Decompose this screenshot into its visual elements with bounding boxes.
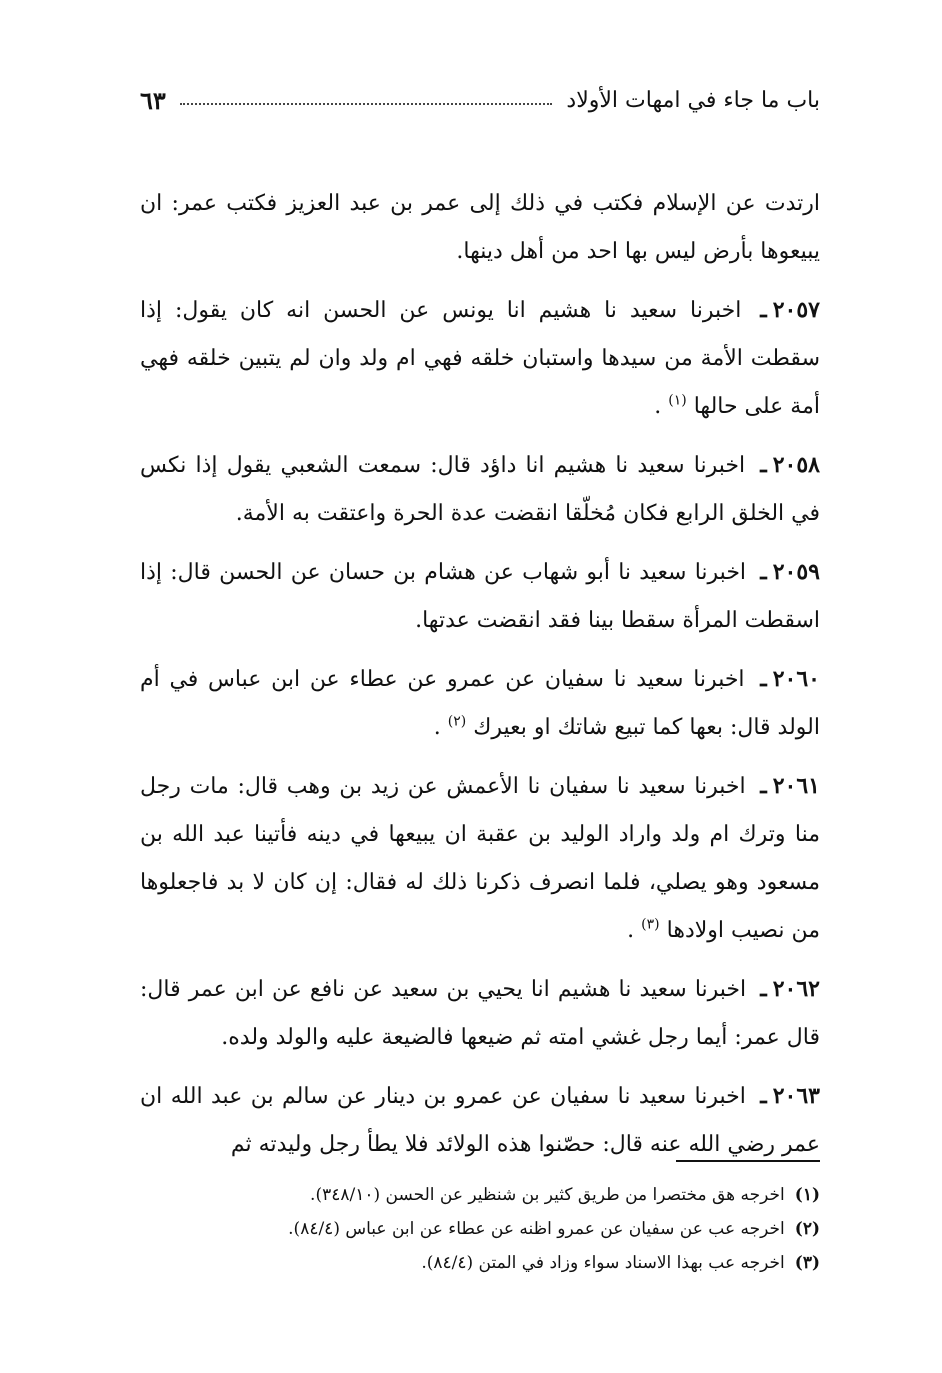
paragraph-text: اخبرنا سعيد نا سفيان عن عمرو بن دينار عن سالم بن عبد الله ان عمر رضي الله عنه قال: حصّنوا هذه الولائد فلا يطأ رجل وليدته ثم: [140, 1084, 820, 1157]
footnote-item: [140, 1178, 820, 1212]
paragraph-text: اخبرنا سعيد نا سفيان نا الأعمش عن زيد بن وهب قال: مات رجل منا وترك ام ولد واراد الوليد بن عقبة ان يبيعها في دينه فأتينا عبد الله بن مسعود وهو يصلي، فلما انصرف ذكرنا ذلك له فقال: إن كان لا بد فاجعلوها من نصيب اولادها: [140, 774, 820, 943]
footnote-text: اخرجه عب عن سفيان عن عمرو اظنه عن عطاء عن ابن عباس (٨٤/٤).: [288, 1219, 785, 1239]
main-text: [140, 180, 820, 1179]
hadith-2060: ٢٠٦٠ـ اخبرنا سعيد نا سفيان عن عمرو عن عطاء عن ابن عباس في أم الولد قال: بعها كما تبيع شاتك او بعيرك $^{(٢)}$ .: [140, 666, 820, 740]
hadith-2063: ٢٠٦٣ـ اخبرنا سعيد نا سفيان عن عمرو بن دينار عن سالم بن عبد الله ان عمر رضي الله عنه قال: حصّنوا هذه الولائد فلا يطأ رجل وليدته ثم: [140, 1083, 820, 1157]
paragraph-text: اخبرنا سعيد نا هشيم انا يحيي بن سعيد عن نافع عن ابن عمر قال: قال عمر: أيما رجل غشي امته ثم ضيعها فالضيعة عليه والولد ولده.: [140, 977, 820, 1050]
hadith-number: ٢٠٥٩: [772, 559, 820, 585]
hadith-2059: ٢٠٥٩ـ اخبرنا سعيد نا أبو شهاب عن هشام بن حسان عن الحسن قال: إذا اسقطت المرأة سقطا بينا فقد انقضت عدتها.: [140, 559, 820, 633]
header-dotted-leader: [180, 103, 553, 105]
paragraph-tail: .: [654, 394, 662, 419]
footnote-item: [140, 1212, 820, 1246]
footnote-ref: (١): [668, 392, 687, 409]
hadith-number: ٢٠٦٢: [772, 976, 820, 1002]
paragraph-text: اخبرنا سعيد نا أبو شهاب عن هشام بن حسان عن الحسن قال: إذا اسقطت المرأة سقطا بينا فقد انقضت عدتها.: [140, 560, 820, 633]
chapter-title: باب ما جاء في امهات الأولاد: [566, 87, 820, 113]
hadith-number: ٢٠٥٨: [772, 452, 820, 478]
footnote-marker: (٣): [794, 1253, 820, 1273]
paragraph-text: اخبرنا سعيد نا هشيم انا يونس عن الحسن انه كان يقول: إذا سقطت الأمة من سيدها واستبان خلقه فهي ام ولد وان لم يتبين خلقه فهي أمة على حالها: [140, 298, 820, 419]
running-header: [140, 80, 820, 120]
paragraph-text: اخبرنا سعيد نا هشيم انا داؤد قال: سمعت الشعبي يقول إذا نكس في الخلق الرابع فكان مُخلّقا انقضت عدة الحرة واعتقت به الأمة.: [140, 453, 820, 526]
paragraph-tail: .: [627, 918, 635, 943]
footnote-marker: (١): [794, 1185, 820, 1205]
footnote-separator: [676, 1160, 820, 1162]
footnote-marker: (٢): [794, 1219, 820, 1239]
page-number: ٦٣: [140, 85, 166, 115]
footnote-ref: (٣): [641, 916, 660, 933]
hadith-2061: ٢٠٦١ـ اخبرنا سعيد نا سفيان نا الأعمش عن زيد بن وهب قال: مات رجل منا وترك ام ولد واراد الوليد بن عقبة ان يبيعها في دينه فأتينا عبد الله بن مسعود وهو يصلي، فلما انصرف ذكرنا ذلك له فقال: إن كان لا بد فاجعلوها من نصيب اولادها $^{(٣)}$ .: [140, 773, 820, 943]
paragraph-text: ارتدت عن الإسلام فكتب في ذلك إلى عمر بن عبد العزيز فكتب عمر: ان يبيعوها بأرض ليس بها احد من أهل دينها.: [140, 191, 820, 264]
hadith-number: ٢٠٦١: [772, 773, 820, 799]
hadith-2062: ٢٠٦٢ـ اخبرنا سعيد نا هشيم انا يحيي بن سعيد عن نافع عن ابن عمر قال: قال عمر: أيما رجل غشي امته ثم ضيعها فالضيعة عليه والولد ولده.: [140, 976, 820, 1050]
footnote-item: [140, 1246, 820, 1280]
paragraph-continuation: [140, 180, 820, 276]
footnote-text: اخرجه عب بهذا الاسناد سواء وزاد في المتن (٨٤/٤).: [421, 1253, 785, 1273]
paragraph-tail: .: [433, 715, 441, 740]
footnote-text: اخرجه هق مختصرا من طريق كثير بن شنظير عن الحسن (٣٤٨/١٠).: [310, 1185, 785, 1205]
hadith-number: ٢٠٥٧: [772, 297, 820, 323]
hadith-2057: ٢٠٥٧ـ اخبرنا سعيد نا هشيم انا يونس عن الحسن انه كان يقول: إذا سقطت الأمة من سيدها واستبان خلقه فهي ام ولد وان لم يتبين خلقه فهي أمة على حالها $^{(١)}$ .: [140, 297, 820, 419]
footnotes: [140, 1178, 820, 1280]
hadith-number: ٢٠٦٣: [772, 1083, 820, 1109]
paragraph-text: اخبرنا سعيد نا سفيان عن عمرو عن عطاء عن ابن عباس في أم الولد قال: بعها كما تبيع شاتك او بعيرك: [140, 667, 820, 740]
hadith-number: ٢٠٦٠: [772, 666, 820, 692]
hadith-2058: ٢٠٥٨ـ اخبرنا سعيد نا هشيم انا داؤد قال: سمعت الشعبي يقول إذا نكس في الخلق الرابع فكان مُخلّقا انقضت عدة الحرة واعتقت به الأمة.: [140, 452, 820, 526]
footnote-ref: (٢): [447, 713, 467, 730]
